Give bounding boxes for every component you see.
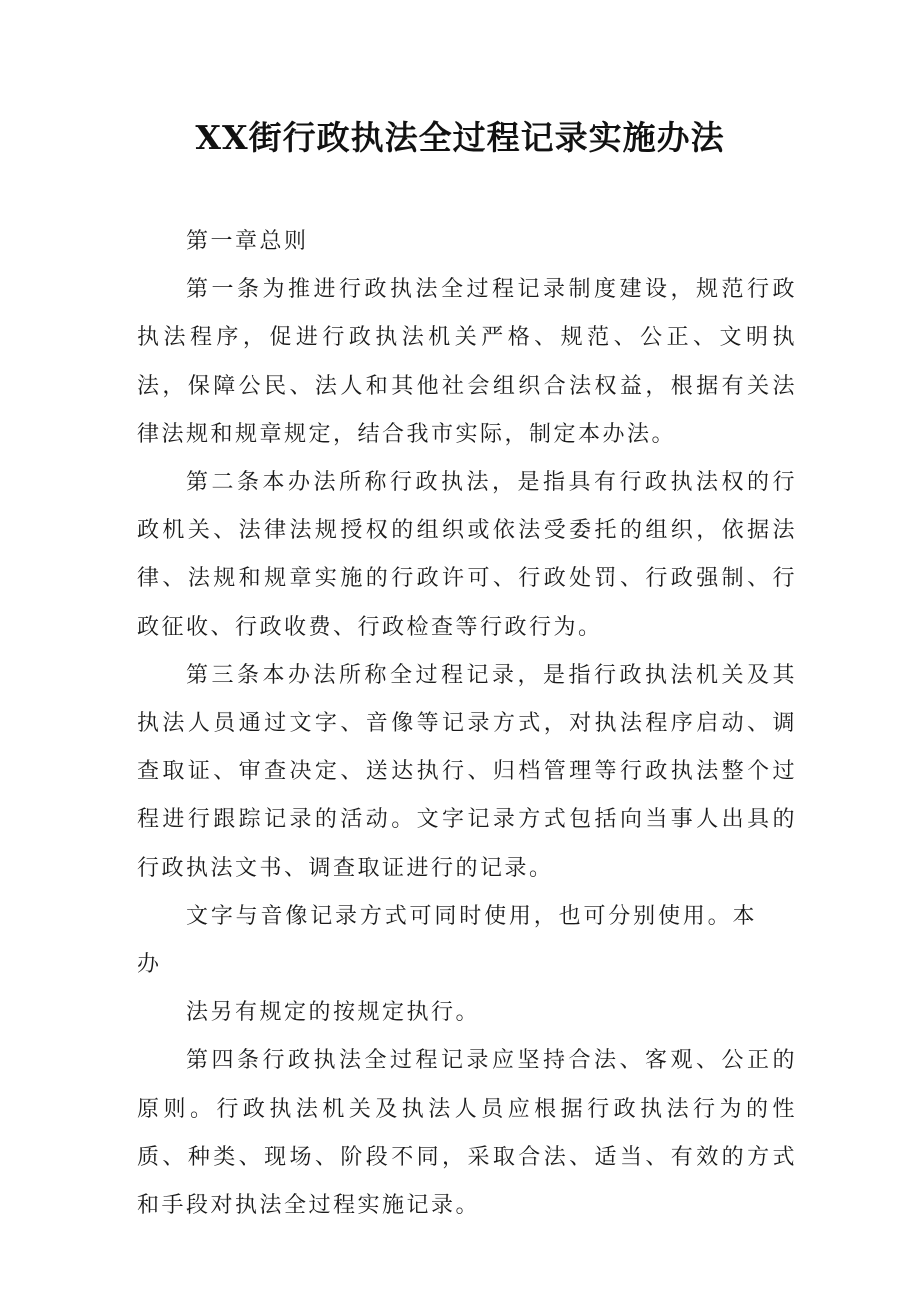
recording-methods-paragraph: 文字与音像记录方式可同时使用，也可分别使用。本办 — [137, 903, 757, 978]
other-provisions-paragraph: 法另有规定的按规定执行。 — [186, 1000, 481, 1026]
document-title: XX街行政执法全过程记录实施办法 — [195, 118, 725, 157]
chapter-heading: 第一章总则 — [186, 229, 309, 254]
article-1-paragraph: 第一条为推进行政执法全过程记录制度建设，规范行政执法程序，促进行政执法机关严格、规范、公正、文明执法，保障公民、法人和其他社会组织合法权益，根据有关法律法规和规章规定，结合我市实际，制定本办法。 — [137, 277, 797, 447]
document-body — [137, 218, 797, 1230]
article-4-paragraph: 第四条行政执法全过程记录应坚持合法、客观、公正的原则。行政执法机关及执法人员应根据行政执法行为的性质、种类、现场、阶段不同，采取合法、适当、有效的方式和手段对执法全过程实施记录。 — [137, 1048, 797, 1219]
article-2-paragraph: 第二条本办法所称行政执法，是指具有行政执法权的行政机关、法律法规授权的组织或依法受委托的组织，依据法律、法规和规章实施的行政许可、行政处罚、行政强制、行政征收、行政收费、行政检查等行政行为。 — [137, 470, 797, 640]
article-3-paragraph: 第三条本办法所称全过程记录，是指行政执法机关及其执法人员通过文字、音像等记录方式，对执法程序启动、调查取证、审查决定、送达执行、归档管理等行政执法整个过程进行跟踪记录的活动。文字记录方式包括向当事人出具的行政执法文书、调查取证进行的记录。 — [137, 662, 797, 881]
